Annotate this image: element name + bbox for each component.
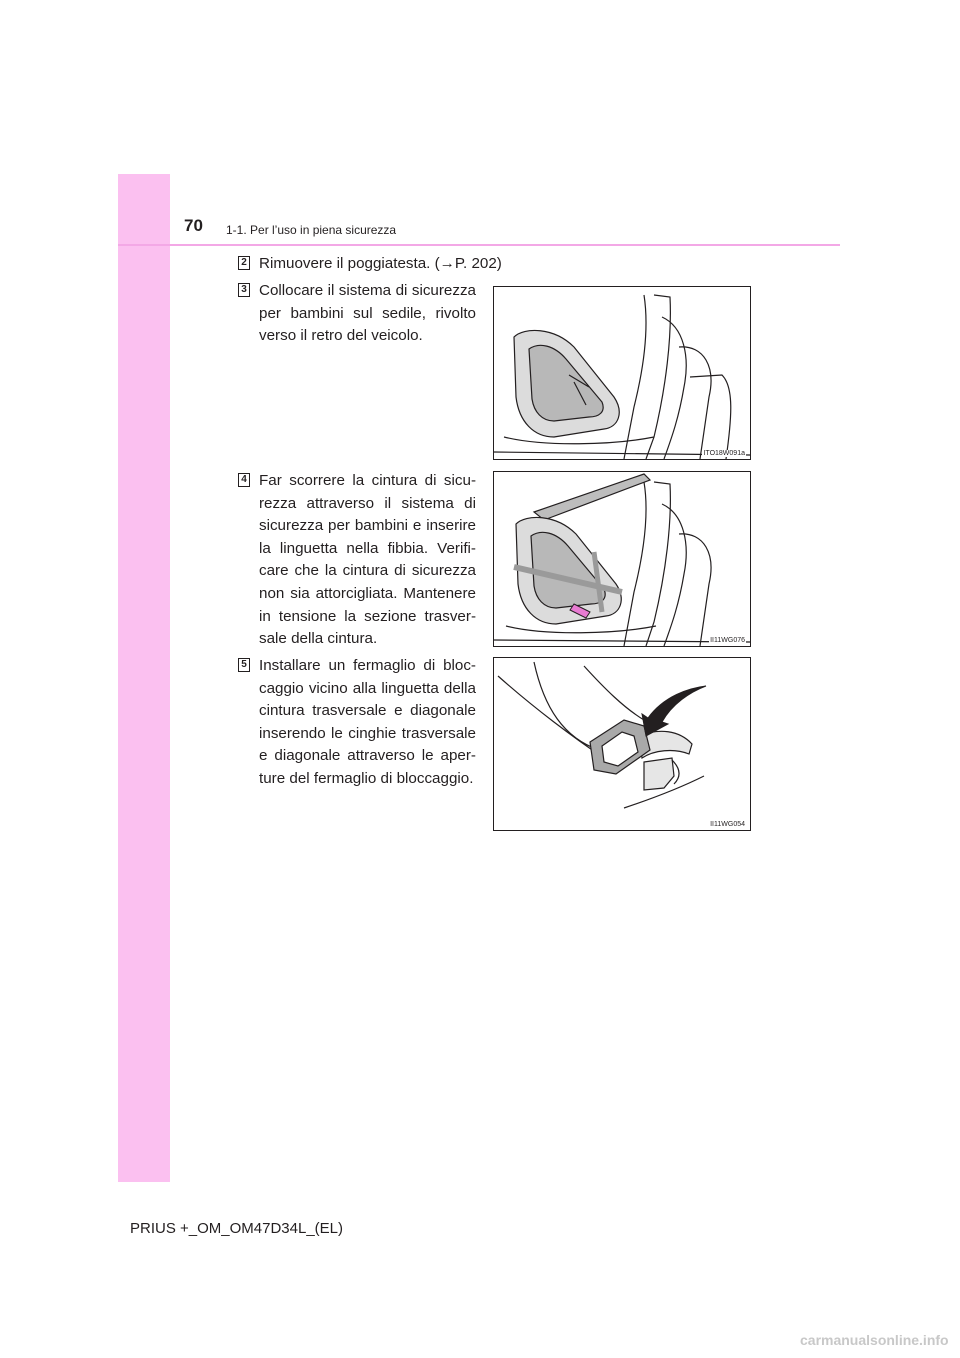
- page-number: 70: [184, 216, 203, 235]
- watermark: carmanualsonline.info: [800, 1332, 949, 1348]
- section-title: 1-1. Per l’uso in piena sicurezza: [226, 223, 397, 237]
- step-2-text: Rimuovere il poggiatesta. (→P. 202): [259, 255, 502, 272]
- step-marker-4: 4: [238, 473, 250, 487]
- step-5-text: Installare un fermaglio di bloc-caggio vicino alla linguetta della cintura trasversale e diagonale inserendo le cinghie trasversale e diagonale attraverso le aper-ture del fermaglio di bloccaggio.: [259, 657, 476, 787]
- figure-code: II11WG076: [710, 637, 745, 644]
- step-marker-3: 3: [238, 283, 250, 297]
- figure-child-seat-placement: [493, 286, 751, 460]
- figure-code: II11WG054: [710, 821, 745, 828]
- locking-clip-illustration: [494, 658, 750, 830]
- page-side-tab: [118, 174, 170, 1182]
- step-marker-2: 2: [238, 256, 250, 270]
- figure-belt-routing: [493, 471, 751, 647]
- step-marker-5: 5: [238, 658, 250, 672]
- figure-locking-clip: [493, 657, 751, 831]
- footer-model: PRIUS +_OM_OM47D34L_(EL): [130, 1220, 344, 1237]
- child-seat-on-seat-illustration: [494, 287, 750, 459]
- seat-belt-routing-illustration: [494, 472, 750, 646]
- figure-code: ITO18W091a: [703, 450, 745, 457]
- header-divider: [118, 244, 840, 246]
- step-3-text: Collocare il sistema di sicurezza per bambini sul sedile, rivolto verso il retro del veicolo.: [259, 282, 476, 345]
- step-4-text: Far scorrere la cintura di sicu-rezza attraverso il sistema di sicurezza per bambini e inserire la linguetta nella fibbia. Verifi-care che la cintura di sicurezza non sia attorcigliata. Mantenere in tensione la sezione trasver-sale della cintura.: [259, 472, 476, 648]
